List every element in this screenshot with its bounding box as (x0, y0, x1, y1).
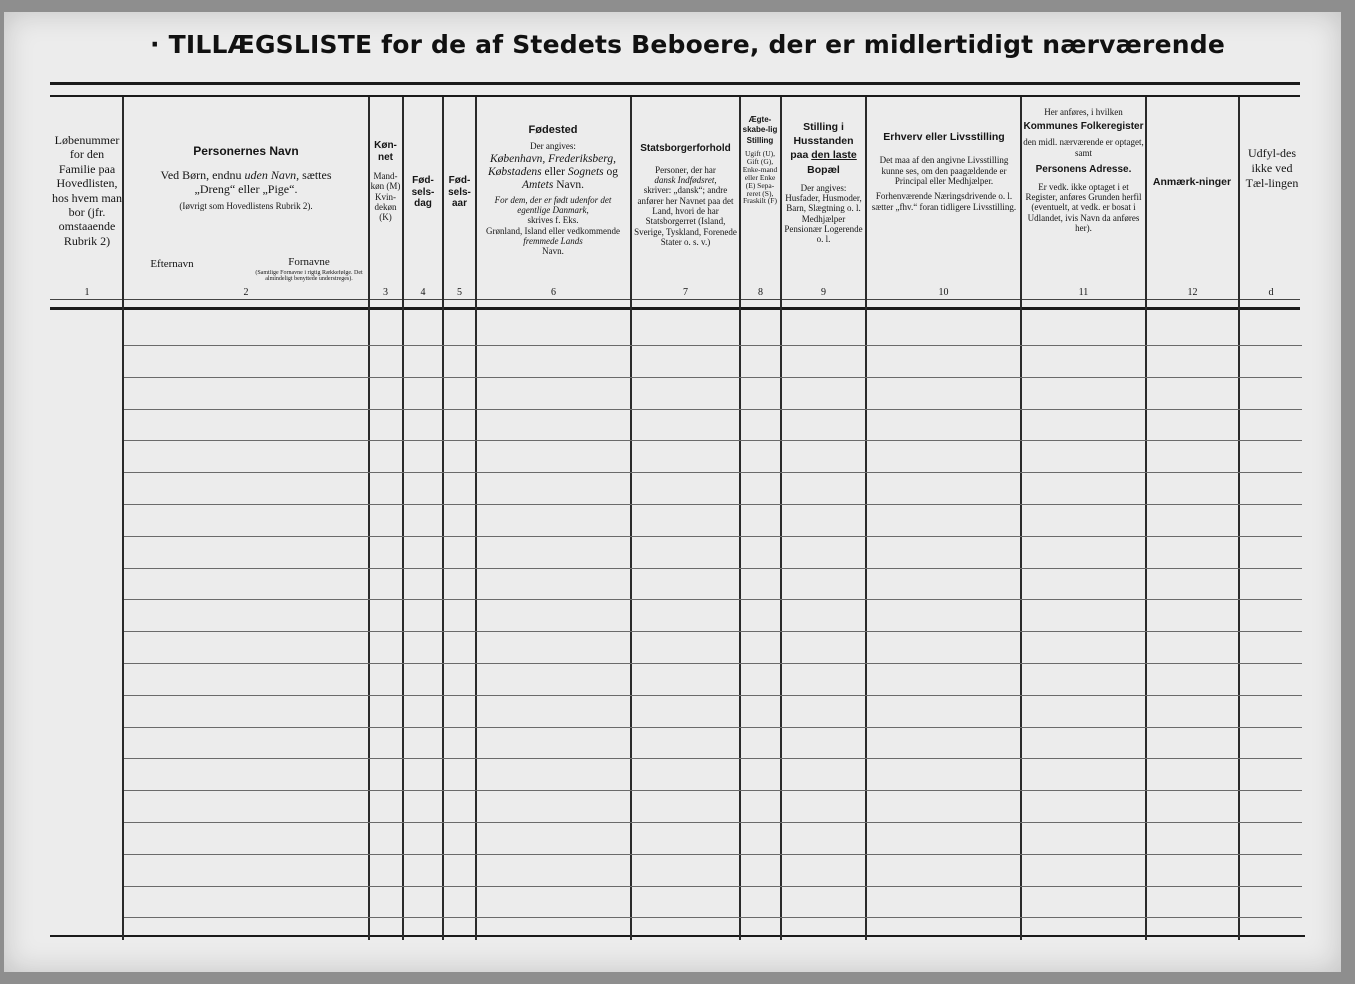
entry-line (124, 345, 1302, 346)
column-11-heading: Kommunes Folkeregister (1023, 121, 1144, 133)
column-11-header (1023, 107, 1144, 233)
column-5-header (444, 175, 475, 210)
column-d-header: Udfyl-des ikke ved Tæl-lingen (1245, 146, 1299, 190)
column-7-text-post: skriver: „dansk“; andre anfører her Navnet paa det Land, hvori de har Statsborgerret (Island, Sverige, Tyskland, Forenede Stater o. s. v.) (634, 185, 737, 247)
column-number: d (1268, 287, 1274, 298)
column-6-main-italic: København, Frederiksberg, Købstadens (487, 152, 616, 179)
column-2-line1-pre: Ved Børn, endnu (160, 167, 245, 182)
column-7-header (633, 143, 738, 247)
entry-line (124, 663, 1302, 664)
column-6-note-2-italic: fremmede Lands (523, 236, 583, 247)
column-2-header (124, 145, 368, 212)
column-11-text: Er vedk. ikke optaget i et Register, anføres Grunden herfil (eventuelt, at vedk. er bosat i Udlandet, ivis Navn da anføres her). (1025, 181, 1142, 233)
column-divider (780, 97, 782, 940)
entry-line (124, 568, 1302, 569)
column-number: 2 (243, 287, 249, 298)
column-number: 9 (821, 287, 826, 298)
column-4-header (404, 175, 442, 210)
column-1-header: Løbenummer for den Familie paa Hovedlisten, hos hvem man bor (jfr. omstaaende Rubrik 2) (52, 133, 122, 248)
column-9-header (783, 120, 864, 245)
column-8-text: Ugift (U), Gift (G), Enke-mand eller Enke (E) Sepa-reret (S), Fraskilt (F) (742, 149, 778, 206)
entry-line (124, 472, 1302, 473)
column-9-text: Der angives: Husfader, Husmoder, Barn, Slægtning o. l. Medhjælper Pensionær Logerende o. l. (784, 182, 863, 245)
column-8-header (741, 115, 779, 205)
entry-line (124, 790, 1302, 791)
number-rule (50, 299, 1300, 300)
entry-line (124, 409, 1302, 410)
column-2-heading: Personernes Navn (193, 145, 299, 158)
column-3-heading: Køn-net (374, 140, 397, 163)
entry-line (124, 917, 1302, 918)
column-divider (865, 97, 867, 940)
column-7-text-italic: dansk Indfødsret, (654, 174, 717, 185)
column-3-header (369, 140, 402, 223)
column-9-heading-pre: Stilling i Husstanden paa (790, 121, 854, 162)
column-11-mid: den midl. nærværende er optaget, samt (1023, 137, 1144, 158)
column-6-note-3: Navn. (542, 246, 564, 257)
column-number: 4 (420, 287, 426, 298)
column-6-note-italic: For dem, der er født udenfor det egentlige Danmark, (494, 194, 612, 215)
column-divider (368, 97, 370, 940)
header-rule (50, 307, 1300, 310)
column-10-text-1: Det maa af den angivne Livsstilling kunne ses, om den paagældende er Principal eller Medhjælper. (879, 155, 1009, 186)
top-rule-second (50, 95, 1300, 97)
column-6-main-mid-2: og (603, 166, 618, 179)
column-6-note-2: Grønland, Island eller vedkommende (486, 225, 620, 236)
column-10-text-2: Forhenværende Næringsdrivende o. l. sætter „fhv.“ foran tidligere Livsstilling. (871, 191, 1017, 212)
column-6-note-1: skrives f. Eks. (527, 215, 579, 226)
column-12-header (1147, 176, 1237, 188)
column-11-pre: Her anføres, i hvilken (1044, 107, 1123, 117)
column-divider (122, 97, 124, 940)
column-10-header (870, 130, 1018, 212)
column-divider (1238, 97, 1240, 940)
entry-line (124, 599, 1302, 600)
entry-line (124, 695, 1302, 696)
column-divider (442, 97, 444, 940)
entry-line (124, 631, 1302, 632)
column-number: 7 (683, 287, 688, 298)
column-12-heading: Anmærk-ninger (1152, 176, 1232, 188)
column-divider (739, 97, 741, 940)
column-6-sub: Der angives: (530, 140, 576, 151)
column-number: 12 (1187, 287, 1198, 298)
column-10-heading: Erhverv eller Livsstilling (883, 131, 1005, 143)
column-6-main-mid: eller (541, 166, 568, 179)
entry-line (124, 758, 1302, 759)
column-2-note: (Iøvrigt som Hovedlistens Rubrik 2). (179, 201, 313, 212)
entry-line (124, 886, 1302, 887)
entry-line (124, 727, 1302, 728)
column-number: 1 (84, 287, 90, 298)
column-number: 5 (457, 287, 462, 298)
entry-line (124, 822, 1302, 823)
column-6-heading: Fødested (528, 124, 578, 136)
column-2-line2: „Dreng“ eller „Pige“. (194, 181, 298, 196)
column-4-heading: Fød-sels-dag (411, 175, 435, 209)
column-3-text: Mand-køn (M) Kvin-dekøn (K) (370, 171, 401, 223)
column-number: 11 (1078, 287, 1089, 298)
column-9-heading-underlined: den laste (811, 149, 857, 162)
column-divider (1020, 97, 1022, 940)
column-number: 3 (383, 287, 388, 298)
bottom-rule (50, 935, 1305, 937)
column-7-text-pre: Personer, der har (655, 164, 716, 175)
column-number: 10 (938, 287, 949, 298)
column-2-line1-post: sættes (299, 167, 332, 182)
entry-line (124, 440, 1302, 441)
column-6-main-italic-3: Amtets (522, 179, 554, 192)
column-5-heading: Fød-sels-aar (448, 175, 471, 209)
column-7-heading: Statsborgerforhold (640, 143, 731, 154)
column-8-heading: Ægte-skabe-lig Stilling (742, 115, 778, 145)
column-divider (475, 97, 477, 940)
top-rule (50, 82, 1300, 85)
column-6-header (478, 124, 628, 257)
column-2-fornavne: Fornavne (288, 256, 330, 268)
column-2-line1-italic: uden Navn, (244, 167, 300, 182)
entry-line (124, 854, 1302, 855)
entry-line (124, 504, 1302, 505)
column-number: 6 (551, 287, 556, 298)
column-number: 8 (758, 287, 763, 298)
column-divider (1145, 97, 1147, 940)
column-6-main-end: Navn. (553, 179, 584, 192)
form-title: · TILLÆGSLISTE for de af Stedets Beboere, der er midlertidigt nærværende (150, 30, 1225, 59)
column-6-main-italic-2: Sognets (567, 166, 604, 179)
column-divider (630, 97, 632, 940)
entry-line (124, 377, 1302, 378)
entry-line (124, 536, 1302, 537)
column-11-heading-2: Personens Adresse. (1035, 164, 1132, 176)
column-divider (402, 97, 404, 940)
column-2-fornavne-note: (Samtlige Fornavne i rigtig Rækkefølge. Det almindeligt benyttede understreges). (255, 270, 363, 283)
column-9-heading-post: Bopæl (807, 163, 840, 176)
column-2-efternavn: Efternavn (150, 258, 194, 270)
